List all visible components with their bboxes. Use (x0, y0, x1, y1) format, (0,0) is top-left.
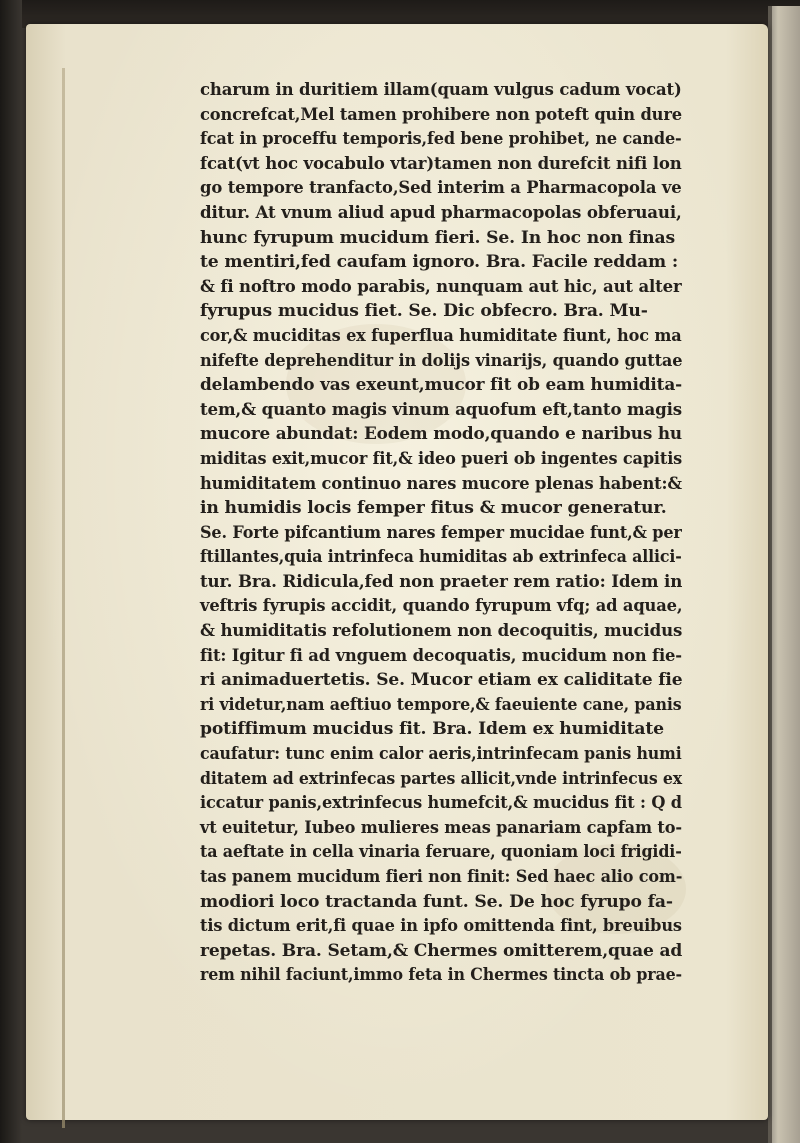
text-line: charum in duritiem illam(quam vulgus cadum vocat) (200, 80, 682, 100)
text-line: fit: Igitur fi ad vnguem decoquatis, mucidum non fie- (200, 645, 682, 666)
text-line: potiffimum mucidus fit. Bra. Idem ex humiditate (200, 719, 664, 740)
text-line: vt euitetur, Iubeo mulieres meas panariam capfam to- (200, 817, 682, 838)
text-line: rem nihil faciunt,immo feta in Chermes tincta ob prae- (200, 965, 682, 986)
text-line: tem,& quanto magis vinum aquofum eft,tanto magis (200, 399, 683, 420)
text-line: te mentiri,fed caufam ignoro. Bra. Facile reddam : (200, 252, 679, 273)
text-line: modiori loco tractanda funt. Se. De hoc fyrupo fa- (200, 891, 673, 912)
text-line: veftris fyrupis accidit, quando fyrupum vfq; ad aquae, (200, 596, 683, 617)
text-line: caufatur: tunc enim calor aeris,intrinfecam panis humi (200, 744, 682, 765)
text-line: concrefcat,Mel tamen prohibere non poteft quin dure (200, 104, 682, 125)
text-line: ftillantes,quia intrinfeca humiditas ab extrinfeca allici- (200, 547, 682, 568)
text-line: in humidis locis femper fitus & mucor generatur. (200, 498, 667, 519)
text-line: cor,& muciditas ex fuperflua humiditate fiunt, hoc ma (200, 325, 682, 346)
text-line: nifefte deprehenditur in dolijs vinarijs, quando guttae (200, 350, 683, 371)
text-line: iccatur panis,extrinfecus humefcit,& mucidus fit : Q d (200, 793, 682, 814)
book-cover-shadow (0, 0, 22, 1143)
text-line: delambendo vas exeunt,mucor fit ob eam humidita- (200, 375, 683, 396)
text-line: fcat in proceffu temporis,fed bene prohibet, ne cande- (200, 129, 682, 150)
text-line: tis dictum erit,fi quae in ipfo omittenda fint, breuibus (200, 916, 682, 937)
text-line: humiditatem continuo nares mucore plenas habent:& (200, 473, 682, 494)
text-line: & fi noftro modo parabis, nunquam aut hic, aut alter (200, 276, 682, 297)
text-line: ditur. At vnum aliud apud pharmacopolas obferuaui, (200, 202, 682, 223)
text-line: tas panem mucidum fieri non finit: Sed haec alio com- (200, 867, 683, 887)
page-gutter-fold (62, 68, 65, 1128)
facing-page-edge (768, 6, 800, 1143)
text-line: mucore abundat: Eodem modo,quando e naribus hu (200, 424, 682, 445)
text-line: repetas. Bra. Setam,& Chermes omitterem,quae ad (200, 940, 683, 961)
text-line: go tempore tranfacto,Sed interim a Pharmacopola ve (200, 178, 682, 199)
text-line: ta aeftate in cella vinaria feruare, quoniam loci frigidi- (200, 842, 682, 863)
text-line: Se. Forte pifcantium nares femper mucidae funt,& per (200, 522, 682, 543)
text-line: fcat(vt hoc vocabulo vtar)tamen non durefcit nifi lon (200, 153, 682, 174)
text-line: hunc fyrupum mucidum fieri. Se. In hoc non finas (200, 227, 676, 248)
text-line: ri videtur,nam aeftiuo tempore,& faeuiente cane, panis (200, 694, 682, 715)
page-text-block (200, 78, 682, 988)
text-line: miditas exit,mucor fit,& ideo pueri ob ingentes capitis (200, 448, 683, 469)
text-line: tur. Bra. Ridicula,fed non praeter rem ratio: Idem in (200, 571, 683, 592)
text-line: ditatem ad extrinfecas partes allicit,vnde intrinfecus ex (200, 768, 683, 789)
text-line: ri animaduertetis. Se. Mucor etiam ex caliditate fie (200, 670, 683, 691)
text-line: & humiditatis refolutionem non decoquitis, mucidus (200, 621, 683, 642)
text-line: fyrupus mucidus fiet. Se. Dic obfecro. Bra. Mu- (200, 301, 648, 322)
